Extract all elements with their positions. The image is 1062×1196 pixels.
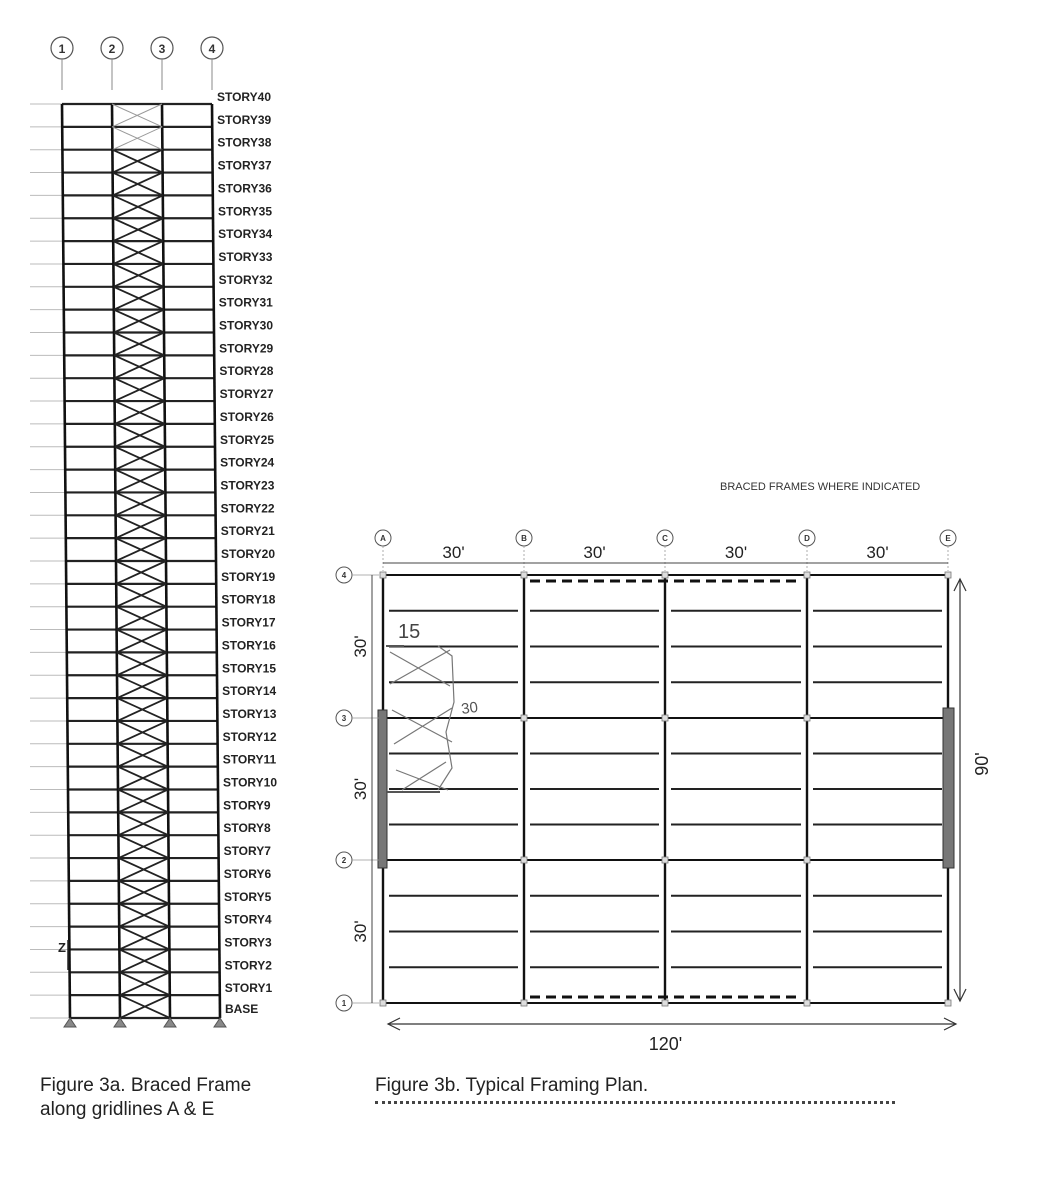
story-label: STORY34 [218, 227, 273, 242]
story-label: STORY24 [220, 455, 275, 470]
col-bubble-label-E: E [945, 534, 951, 543]
story-label: STORY39 [217, 112, 272, 127]
story-label: STORY13 [222, 706, 277, 721]
overall-width-label: 120' [648, 1034, 683, 1054]
grid-bubble-label-1: 1 [58, 42, 66, 56]
joint-node [945, 572, 951, 578]
story-label: STORY3 [224, 935, 272, 950]
story-label: STORY20 [220, 547, 276, 561]
story-label: STORY38 [217, 135, 272, 150]
figure-3a-caption [40, 1074, 340, 1122]
story-label: STORY17 [221, 615, 276, 630]
joint-node [521, 715, 527, 721]
story-label: STORY9 [223, 798, 271, 813]
story-label: STORY36 [217, 181, 272, 196]
story-label: STORY7 [223, 844, 271, 859]
story-label: STORY23 [220, 478, 275, 493]
joint-node [521, 857, 527, 863]
story-label: STORY28 [219, 364, 274, 379]
cropped-text-line [375, 1100, 895, 1106]
joint-node [804, 857, 810, 863]
story-label: STORY12 [222, 729, 277, 744]
story-label: STORY8 [223, 821, 271, 836]
handwritten-number: 30 [460, 698, 480, 718]
row-dim-label: 30' [351, 635, 370, 658]
row-bubble-label-3: 3 [341, 714, 347, 723]
typical-framing-plan [320, 470, 1062, 1070]
braced-frames-note: BRACED FRAMES WHERE INDICATED [720, 481, 921, 493]
story-label: STORY18 [221, 592, 276, 607]
pin-support [64, 1018, 76, 1027]
story-label: STORY1 [224, 981, 273, 996]
pin-support [114, 1018, 126, 1027]
joint-node [662, 572, 668, 578]
elevation-frame-lines [30, 104, 220, 1018]
story-label: STORY33 [218, 249, 273, 264]
row-bubble-label-4: 4 [341, 571, 347, 580]
story-label: STORY10 [222, 775, 278, 790]
story-label: STORY11 [222, 752, 277, 767]
story-label: STORY40 [216, 90, 272, 104]
joint-node [662, 715, 668, 721]
elevation-grid-bubbles [51, 37, 223, 90]
story-label: STORY26 [219, 409, 274, 424]
overall-depth-label: 90' [972, 752, 992, 776]
story-label: STORY25 [219, 432, 275, 447]
row-bubble-label-2: 2 [341, 856, 347, 865]
figure-3b-caption: Figure 3b. Typical Framing Plan. [375, 1075, 649, 1096]
joint-node [521, 1000, 527, 1006]
story-label: STORY22 [220, 501, 275, 516]
joint-node [662, 857, 668, 863]
story-label: STORY15 [221, 661, 277, 676]
story-label: STORY14 [222, 684, 277, 699]
pin-support [214, 1018, 226, 1027]
joint-node [380, 1000, 386, 1006]
braced-frame-A [378, 710, 387, 868]
joint-node [804, 1000, 810, 1006]
joint-node [804, 715, 810, 721]
story-label: STORY21 [220, 524, 275, 539]
story-label: STORY31 [218, 295, 273, 310]
story-label: STORY35 [217, 204, 273, 219]
story-labels [217, 90, 277, 1016]
plan-dimensions [351, 543, 992, 1054]
braced-frame-elevation [0, 0, 320, 1060]
braced-frame-E [943, 708, 954, 868]
story-label: STORY37 [217, 158, 272, 173]
figure-3a-caption-line1: Figure 3a. Braced Frame [40, 1075, 252, 1096]
story-label: STORY27 [219, 387, 274, 402]
axis-marker-label: Z [58, 940, 66, 955]
col-bubble-label-B: B [521, 534, 527, 543]
base-supports [58, 940, 226, 1027]
row-dim-label: 30' [351, 777, 370, 801]
bay-dim-label: 30' [442, 543, 465, 562]
bay-dim-label: 30' [724, 543, 748, 562]
figure-3a-caption-line2: along gridlines A & E [40, 1099, 215, 1120]
pin-support [164, 1018, 176, 1027]
joint-node [521, 572, 527, 578]
story-label: STORY19 [221, 569, 276, 584]
col-bubble-label-A: A [380, 534, 386, 543]
story-label: STORY6 [223, 866, 272, 881]
joint-node [945, 1000, 951, 1006]
story-label: BASE [224, 1002, 259, 1016]
story-label: STORY4 [224, 912, 272, 927]
sketch-cross-lines [390, 650, 452, 790]
col-bubble-label-D: D [804, 534, 810, 543]
story-label: STORY32 [218, 272, 273, 287]
plan-grid-bubbles [336, 530, 956, 1011]
row-dim-label: 30' [351, 920, 370, 943]
grid-bubble-label-3: 3 [158, 42, 166, 56]
joint-node [380, 572, 386, 578]
joint-node [804, 572, 810, 578]
bay-dim-label: 30' [866, 543, 889, 562]
story-label: STORY2 [224, 958, 272, 973]
story-label: STORY30 [218, 318, 274, 333]
col-bubble-label-C: C [662, 534, 668, 543]
story-label: STORY5 [223, 889, 272, 904]
handwritten-number: 15 [398, 621, 421, 643]
story-label: STORY16 [221, 638, 276, 653]
story-label: STORY29 [219, 341, 274, 356]
bay-dim-label: 30' [583, 543, 606, 562]
row-bubble-label-1: 1 [341, 999, 347, 1008]
grid-bubble-label-4: 4 [208, 42, 216, 56]
joint-node [662, 1000, 668, 1006]
grid-bubble-label-2: 2 [108, 42, 116, 56]
